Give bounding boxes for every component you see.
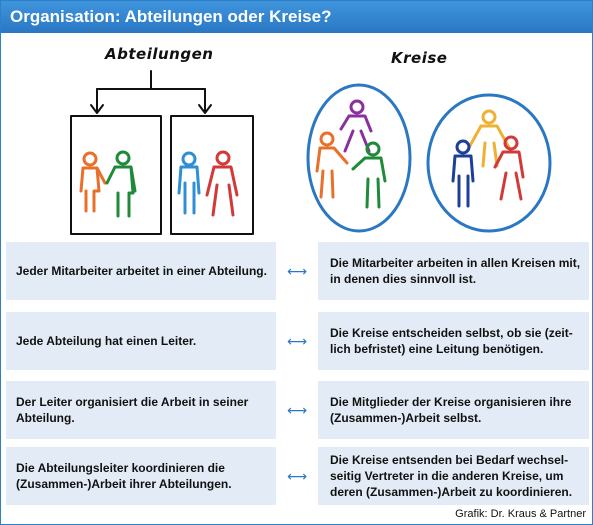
illustration [1, 1, 592, 246]
double-arrow-icon: ⟷ [286, 262, 308, 279]
person-figure-green [107, 152, 135, 216]
kreis-circle-left [308, 85, 410, 231]
page-title: Organisation: Abteilungen oder Kreise? [1, 1, 592, 33]
person-figure-blue [179, 153, 199, 213]
kreis-circle-right [428, 95, 550, 231]
kreise-statement: Die Kreise entscheiden selbst, ob sie (zeit-lich befristet) eine Leitung benötigen. [318, 312, 589, 370]
abteilungen-statement: Der Leiter organisiert die Arbeit in seiner Abteilung. [6, 381, 276, 439]
double-arrow-icon: ⟷ [286, 332, 308, 349]
abteilungen-statement: Die Abteilungsleiter koordinieren die (Zusammen-)Arbeit ihrer Abteilungen. [6, 447, 276, 505]
person-figure-green-kreis [353, 143, 385, 207]
comparison-row [1, 312, 593, 370]
person-figure-red [207, 152, 237, 215]
comparison-row [1, 381, 593, 439]
org-chart-connector [91, 71, 211, 113]
person-figure-navy [453, 141, 473, 206]
comparison-row [1, 242, 593, 300]
kreise-statement: Die Mitglieder der Kreise organisieren ihre (Zusammen-)Arbeit selbst. [318, 381, 589, 439]
double-arrow-icon: ⟷ [286, 467, 308, 484]
credit-line: Grafik: Dr. Kraus & Partner [455, 508, 586, 520]
person-figure-orange-kreis [317, 133, 347, 197]
double-arrow-icon: ⟷ [286, 401, 308, 418]
person-figure-orange [81, 153, 105, 211]
heading-abteilungen: Abteilungen [105, 45, 214, 63]
kreise-statement: Die Kreise entsenden bei Bedarf wechsel-seitig Vertreter in die anderen Kreise, um deren (Zusammen-)Arbeit zu koordinieren. [318, 447, 589, 505]
kreise-statement: Die Mitarbeiter arbeiten in allen Kreisen mit, in denen dies sinnvoll ist. [318, 242, 589, 300]
department-box-left [71, 116, 161, 234]
person-figure-yellow [467, 111, 511, 166]
abteilungen-statement: Jeder Mitarbeiter arbeitet in einer Abteilung. [6, 242, 276, 300]
comparison-row [1, 447, 593, 505]
abteilungen-statement: Jede Abteilung hat einen Leiter. [6, 312, 276, 370]
heading-kreise: Kreise [391, 49, 448, 67]
person-figure-purple [341, 101, 371, 151]
